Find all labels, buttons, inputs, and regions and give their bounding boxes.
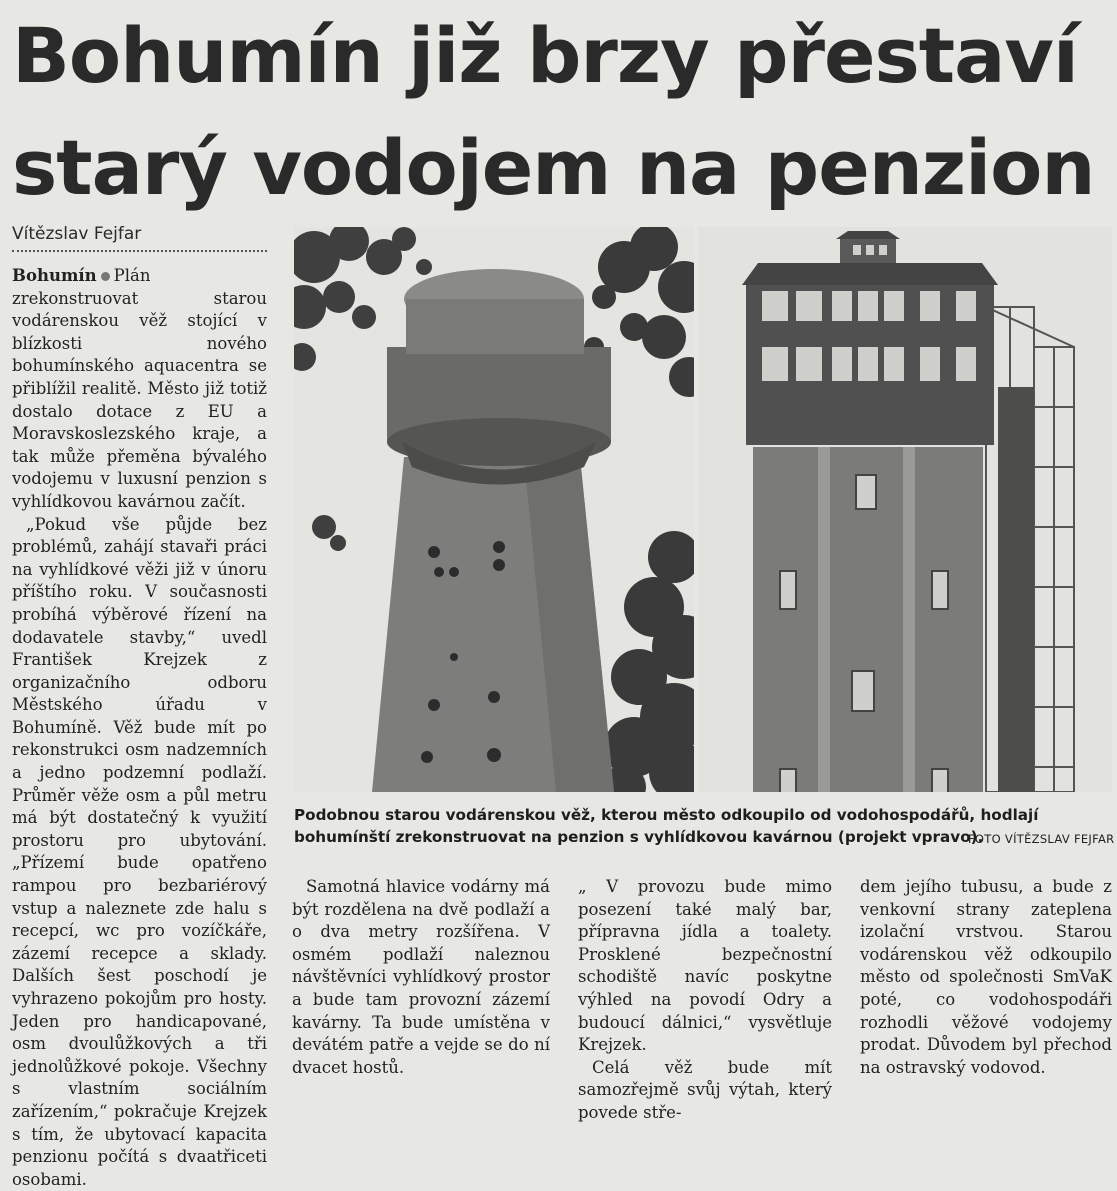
project-render [698, 227, 1112, 792]
paragraph: „Pokud vše půjde bez problémů, zahájí stavaři práci na vyhlídkové věži již v únoru příštího roku. V současnosti probíhá výběrové řízení na dodavatele stavby,“ uvedl František Krejzek z organizačního odboru Městského úřadu v Bohumíně. Věž bude mít po rekonstrukci osm nadzemních a jedno podzemní podlaží. Průměr věže osm a půl metru má být dostatečný k využití prostoru pro ubytování. „Přízemí bude opatřeno rampou pro bezbariérový vstup a naleznete zde halu s recepcí, wc pro vozíčkáře, zázemí recepce a sklady. Dalších šest poschodí je vyhrazeno pokojům pro hosty. Jeden pro handicapované, osm dvoulůžkových a tři jednolůžkové pokoje. Všechny s vlastním sociálním zařízením,“ pokračuje Krejzek s tím, že ubytovací kapacita penzionu počítá s dvaatřiceti osobami. [12, 514, 267, 1189]
paragraph: dem jejího tubusu, a bude z venkovní strany zateplena izolační vrstvou. Starou vodárenskou věž odkoupilo město od společnosti SmVaK poté, co vodohospodáři rozhodli věžové vodojemy prodat. Důvodem byl přechod na ostravský vodovod. [860, 877, 1112, 1077]
byline: Vítězslav Fejfar [12, 224, 267, 252]
photo-credit: FOTO VÍTĚZSLAV FEJFAR [968, 832, 1115, 846]
text-column-4 [860, 876, 1112, 1079]
text-column-2 [292, 876, 550, 1079]
bullet-icon [101, 272, 110, 281]
paragraph-text: Plán zrekonstruovat starou vodárenskou věž stojící v blízkosti nového bohumínského aquacentra se přiblížil realitě. Město již totiž dostalo dotace z EU a Moravskoslezského kraje, a tak může přeměna bývalého vodojemu v luxusní penzion s vyhlídkovou kavárnou začít. [12, 266, 267, 511]
paragraph: „ V provozu bude mimo posezení také malý bar, přípravna jídla a toalety. Prosklené bezpečnostní schodiště navíc poskytne výhled na povodí Odry a budoucí dálnici,“ vysvětluje Krejzek. [578, 877, 832, 1055]
paragraph: Samotná hlavice vodárny má být rozdělena na dvě podlaží a o dva metry rozšířena. V osmém podlaží naleznou návštěvníci vyhlídkový prostor a bude tam provozní zázemí kavárny. Ta bude umístěna v devátém patře a vejde se do ní dvacet hostů. [292, 877, 550, 1077]
headline-line-1: Bohumín již brzy přestaví [12, 11, 1078, 100]
dateline: Bohumín [12, 266, 97, 285]
headline-line-2: starý vodojem na penzion [12, 123, 1095, 212]
paragraph: Celá věž bude mít samozřejmě svůj výtah, který povede stře- [578, 1057, 832, 1122]
paragraph [12, 265, 267, 514]
text-column-1 [12, 265, 267, 1191]
water-tower-photo [294, 227, 694, 792]
caption-text: Podobnou starou vodárenskou věž, kterou město odkoupilo od vodohospodářů, hodlají bohumínští zrekonstruovat na penzion s vyhlídkovou kavárnou (projekt vpravo). [294, 806, 1039, 846]
headline [12, 0, 1112, 224]
text-column-3 [578, 876, 832, 1125]
